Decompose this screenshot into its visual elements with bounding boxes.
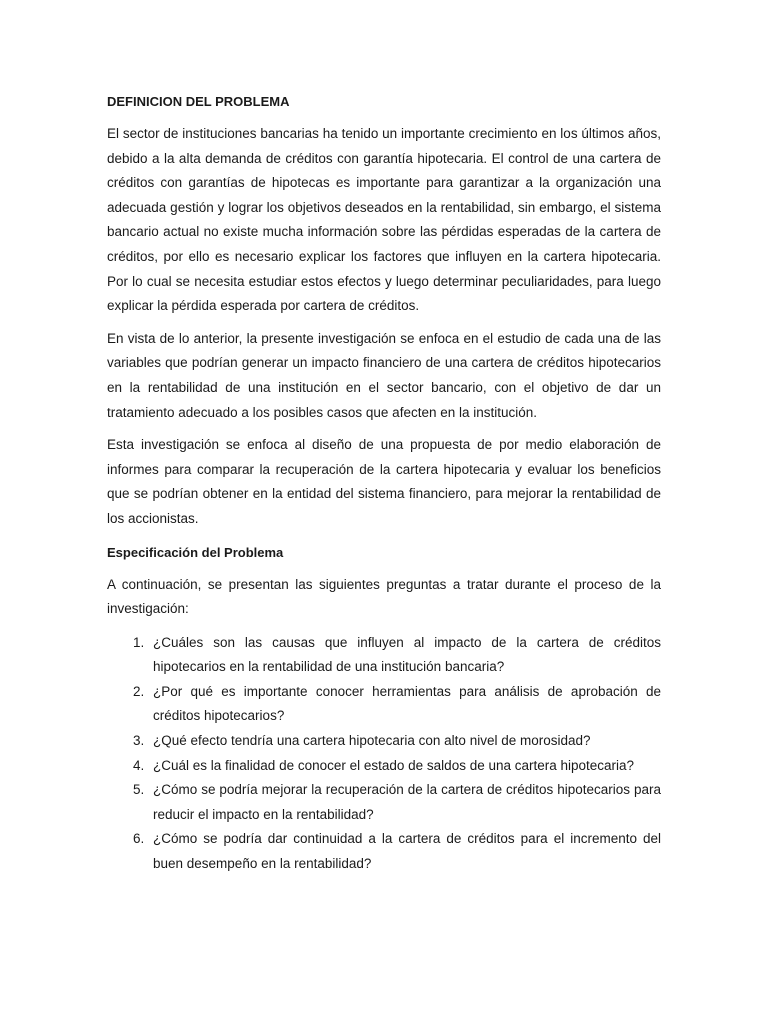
list-item-text: ¿Cómo se podría dar continuidad a la cartera de créditos para el incremento del buen desempeño en la rentabilidad? xyxy=(153,831,661,872)
list-number: 1. xyxy=(133,634,145,650)
list-item xyxy=(107,754,661,779)
list-item-text: ¿Cuál es la finalidad de conocer el estado de saldos de una cartera hipotecaria? xyxy=(153,757,635,773)
paragraph-intro: A continuación, se presentan las siguientes preguntas a tratar durante el proceso de la investigación: xyxy=(107,576,661,617)
list-item xyxy=(107,778,661,827)
list-number: 6. xyxy=(133,831,145,847)
list-number: 3. xyxy=(133,733,145,749)
section-heading: Especificación del Problema xyxy=(107,544,284,560)
question-list xyxy=(107,631,661,877)
list-item xyxy=(107,631,661,680)
list-item-text: ¿Cuáles son las causas que influyen al impacto de la cartera de créditos hipotecarios en la rentabilidad de una institución bancaria? xyxy=(153,634,661,675)
list-item-text: ¿Cómo se podría mejorar la recuperación de la cartera de créditos hipotecarios para reducir el impacto en la rentabilidad? xyxy=(153,782,661,822)
list-number: 5. xyxy=(133,782,145,798)
list-number: 4. xyxy=(133,757,145,773)
page-title: DEFINICION DEL PROBLEMA xyxy=(107,94,290,109)
list-number: 2. xyxy=(133,683,145,699)
paragraph-research-focus: En vista de lo anterior, la presente investigación se enfoca en el estudio de cada una de las variables que podrían generar un impacto financiero de una cartera de créditos hipotecarios en la rentabilidad de una institución en el sector bancario, con el objetivo de dar un tratamiento adecuado a los posibles casos que afecten en la institución. xyxy=(107,330,661,420)
list-item xyxy=(107,827,661,876)
paragraph-context: El sector de instituciones bancarias ha tenido un importante crecimiento en los últimos años, debido a la alta demanda de créditos con garantía hipotecaria. El control de una cartera de créditos con garantías de hipotecas es importante para garantizar a la organización una adecuada gestión y lograr los objetivos deseados en la rentabilidad, sin embargo, el sistema bancario actual no existe mucha información sobre las pérdidas esperadas de la cartera de créditos, por ello es necesario explicar los factores que influyen en la cartera hipotecaria. Por lo cual se necesita estudiar estos efectos y luego determinar peculiaridades, para luego explicar la pérdida esperada por cartera de créditos. xyxy=(107,126,661,314)
list-item xyxy=(107,680,661,729)
list-item xyxy=(107,729,661,754)
paragraph-proposal: Esta investigación se enfoca al diseño de una propuesta de por medio elaboración de informes para comparar la recuperación de la cartera hipotecaria y evaluar los beneficios que se podrían obtener en la entidad del sistema financiero, para mejorar la rentabilidad de los accionistas. xyxy=(107,437,661,526)
list-item-text: ¿Qué efecto tendría una cartera hipotecaria con alto nivel de morosidad? xyxy=(153,733,591,749)
list-item-text: ¿Por qué es importante conocer herramientas para análisis de aprobación de créditos hipotecarios? xyxy=(153,683,661,724)
